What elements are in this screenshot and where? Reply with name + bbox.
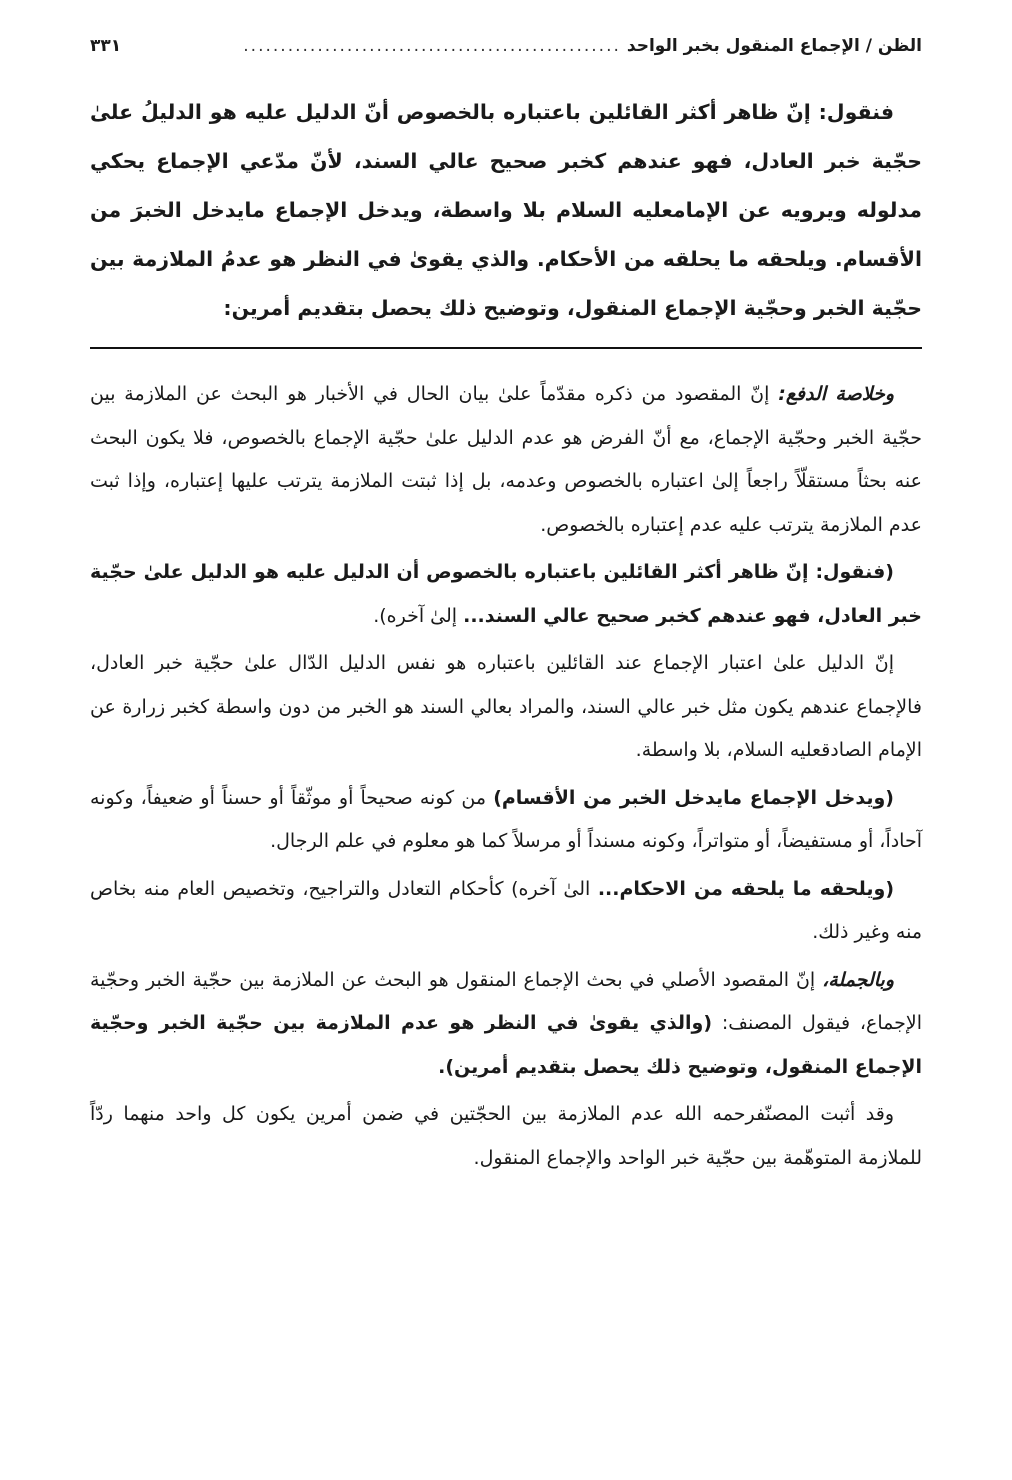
commentary-paragraph <box>90 868 922 955</box>
quoted-text: (ويلحقه ما يلحقه من الاحكام... <box>597 877 895 900</box>
paragraph-text: إنّ المقصود من ذكره مقدّماً علىٰ بيان الحال في الأخبار هو البحث عن الملازمة بين حجّية الخبر وحجّية الإجماع، مع أنّ الفرض هو عدم الدليل علىٰ حجّية الإجماع بالخصوص، فلا يكون البحث عنه بحثاً مستقلّاً راجعاً إلىٰ اعتباره بالخصوص وعدمه، بل إذا ثبتت الملازمة يترتب عليها إعتباره، وإذا ثبت عدم الملازمة يترتب عليه عدم إعتباره بالخصوص. <box>90 383 922 536</box>
commentary-paragraph <box>90 642 922 773</box>
paragraph-lead: وخلاصة الدفع: <box>778 383 894 405</box>
paragraph-text: إنّ المقصود الأصلي في بحث الإجماع المنقول هو البحث عن الملازمة بين حجّية الخبر وحجّية الإجماع، فيقول المصنف: <box>90 968 923 1034</box>
page-number: ٣٣١ <box>90 36 122 56</box>
main-text-paragraph: فنقول: إنّ ظاهر أكثر القائلين باعتباره بالخصوص أنّ الدليل عليه هو الدليلُ علىٰ حجّية خبر العادل، فهو عندهم كخبر صحيح عالي السند، لأنّ مدّعي الإجماع يحكي مدلوله ويرويه عن الإمامعليه السلام بلا واسطة، ويدخل الإجماع مايدخل الخبرَ من الأقسام. ويلحقه ما يحلقه من الأحكام. والذي يقوىٰ في النظر هو عدمُ الملازمة بين حجّية الخبر وحجّية الإجماع المنقول، وتوضيح ذلك يحصل بتقديم أمرين: <box>90 100 922 320</box>
paragraph-text: من كونه صحيحاً أو موثّقاً أو حسناً أو ضعيفاً، وكونه آحاداً، أو مستفيضاً، أو متواتراً، وكونه مسنداً أو مرسلاً كما هو معلوم في علم الرجال. <box>90 786 922 852</box>
quoted-text: (فنقول: إنّ ظاهر أكثر القائلين باعتباره بالخصوص أن الدليل عليه هو الدليل علىٰ حجّية خبر العادل، فهو عندهم كخبر صحيح عالي السند... <box>90 561 922 627</box>
paragraph-text: إلىٰ آخره). <box>373 604 464 627</box>
paragraph-text: الىٰ آخره) كأحكام التعادل والتراجيح، وتخصيص العام منه بخاص منه وغير ذلك. <box>90 877 922 943</box>
separator-line <box>90 347 922 349</box>
commentary-paragraph <box>90 551 922 638</box>
paragraph-text: إنّ الدليل علىٰ اعتبار الإجماع عند القائلين باعتباره هو نفس الدليل الدّال علىٰ حجّية خبر العادل، فالإجماع عندهم يكون مثل خبر عالي السند، والمراد بعالي السند هو الخبر من دون واسطة كخبر زرارة عن الإمام الصادقعليه السلام، بلا واسطة. <box>90 652 922 761</box>
page <box>90 36 922 1184</box>
paragraph-text: وقد أثبت المصنّفرحمه الله عدم الملازمة بين الحجّتين في ضمن أمرين يكون كل واحد منهما ردّاً للملازمة المتوهّمة بين حجّية خبر الواحد والإجماع المنقول. <box>90 1103 922 1169</box>
commentary-paragraph <box>90 373 922 547</box>
commentary-paragraph <box>90 1093 922 1180</box>
quoted-text: (ويدخل الإجماع مايدخل الخبر من الأقسام) <box>493 786 894 809</box>
running-title: الظن / الإجماع المنقول بخبر الواحد <box>626 36 922 56</box>
commentary-paragraph <box>90 959 922 1090</box>
main-text <box>90 88 922 333</box>
commentary <box>90 373 922 1180</box>
quoted-text: (والذي يقوىٰ في النظر هو عدم الملازمة بين حجّية الخبر وحجّية الإجماع المنقول، وتوضيح ذلك يحصل بتقديم أمرين). <box>90 1012 922 1078</box>
paragraph-lead: وبالجملة، <box>822 968 894 991</box>
running-head <box>90 36 922 66</box>
commentary-paragraph <box>90 777 922 864</box>
dot-leader: ................................................... <box>243 36 621 56</box>
